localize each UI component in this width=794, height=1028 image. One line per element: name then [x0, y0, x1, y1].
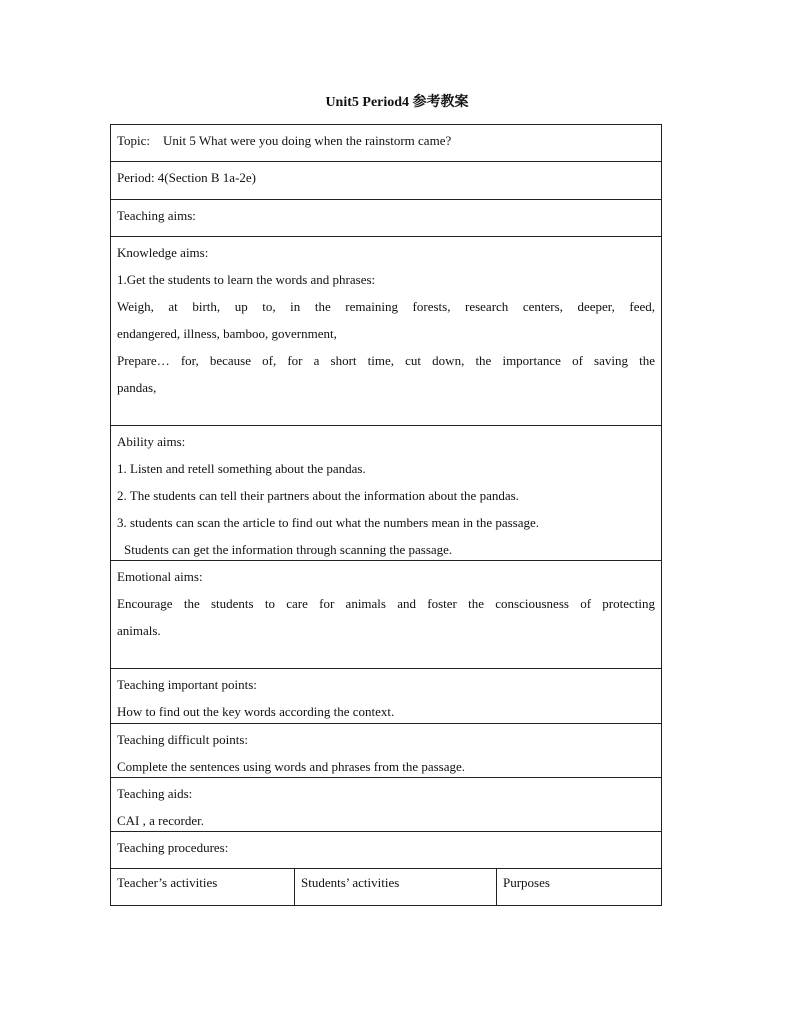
teaching-aims-heading: Teaching aims: — [117, 208, 196, 223]
knowledge-aims-line: 1.Get the students to learn the words and phrases: — [117, 272, 376, 287]
ability-aims-line: 1. Listen and retell something about the pandas. — [117, 461, 366, 476]
teaching-aids-section — [111, 778, 661, 832]
ability-aims-line: 3. students can scan the article to find out what the numbers mean in the passage. — [117, 515, 540, 530]
knowledge-aims-line: pandas, — [117, 380, 157, 395]
ability-aims-section — [111, 426, 661, 561]
students-activities-header: Students’ activities — [295, 869, 497, 905]
topic-row — [111, 125, 661, 162]
knowledge-aims-line: Weigh, at birth, up to, in the remaining forests, research centers, deeper, feed, — [117, 299, 655, 314]
lesson-plan-table — [110, 124, 662, 906]
purposes-header: Purposes — [503, 875, 550, 890]
period-row — [111, 162, 661, 200]
knowledge-aims-line: Prepare… for, because of, for a short time, cut down, the importance of saving the — [117, 353, 655, 368]
difficult-points-line: Complete the sentences using words and phrases from the passage. — [117, 759, 466, 774]
emotional-aims-line: Encourage the students to care for animals and foster the consciousness of protecting — [117, 596, 655, 611]
teaching-aims-row — [111, 200, 661, 237]
teaching-procedures-row — [111, 832, 661, 869]
topic-text: Topic: Unit 5 What were you doing when the rainstorm came? — [117, 133, 452, 148]
knowledge-aims-section — [111, 237, 661, 426]
important-points-heading: Teaching important points: — [117, 677, 257, 692]
difficult-points-heading: Teaching difficult points: — [117, 732, 248, 747]
emotional-aims-line: animals. — [117, 623, 161, 638]
knowledge-aims-heading: Knowledge aims: — [117, 245, 209, 260]
teaching-aids-heading: Teaching aids: — [117, 786, 193, 801]
knowledge-aims-line: endangered, illness, bamboo, government, — [117, 326, 337, 341]
ability-aims-line: 2. The students can tell their partners about the information about the pandas. — [117, 488, 519, 503]
teaching-procedures-heading: Teaching procedures: — [117, 840, 229, 855]
period-text: Period: 4(Section B 1a-2e) — [117, 170, 256, 185]
teacher-activities-header: Teacher’s activities — [111, 869, 295, 905]
document-title: Unit5 Period4 参考教案 — [325, 95, 469, 110]
emotional-aims-section — [111, 561, 661, 669]
important-points-section — [111, 669, 661, 724]
important-points-line: How to find out the key words according the context. — [117, 704, 395, 719]
ability-aims-heading: Ability aims: — [117, 434, 186, 449]
procedures-header-row — [111, 869, 661, 905]
difficult-points-section — [111, 724, 661, 778]
emotional-aims-heading: Emotional aims: — [117, 569, 203, 584]
ability-aims-line: Students can get the information through scanning the passage. — [124, 542, 453, 557]
teaching-aids-line: CAI , a recorder. — [117, 813, 204, 828]
